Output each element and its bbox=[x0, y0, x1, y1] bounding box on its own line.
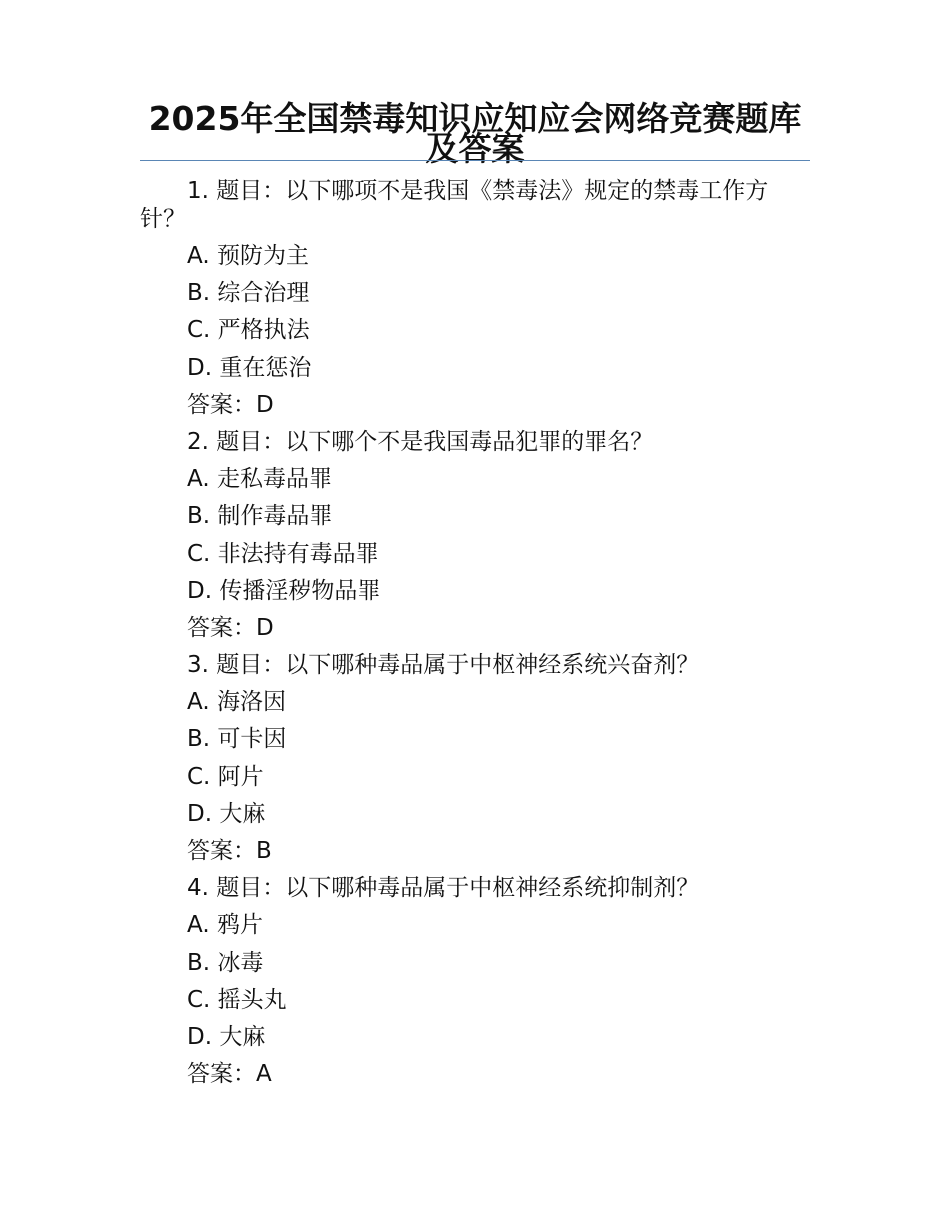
page-title: 2025年全国禁毒知识应知应会网络竞赛题库及答案 bbox=[148, 99, 802, 168]
question-list bbox=[140, 177, 812, 1093]
question-stem: 4. 题目：以下哪种毒品属于中枢神经系统抑制剂？ bbox=[187, 875, 700, 902]
question-answer: 答案：D bbox=[187, 614, 274, 641]
question-option: B. 可卡因 bbox=[187, 726, 287, 753]
question-option: D. 重在惩治 bbox=[187, 354, 312, 381]
question-option: C. 严格执法 bbox=[187, 317, 310, 344]
title-divider bbox=[140, 160, 810, 161]
question-stem: 3. 题目：以下哪种毒品属于中枢神经系统兴奋剂？ bbox=[187, 652, 700, 679]
question-answer: 答案：A bbox=[187, 1061, 272, 1088]
question-stem: 1. 题目：以下哪项不是我国《禁毒法》规定的禁毒工作方针？ bbox=[140, 178, 769, 232]
question-option: D. 传播淫秽物品罪 bbox=[187, 577, 381, 604]
question-stem: 2. 题目：以下哪个不是我国毒品犯罪的罪名？ bbox=[187, 428, 654, 455]
question-option: A. 预防为主 bbox=[187, 243, 309, 269]
question-option: A. 走私毒品罪 bbox=[187, 466, 332, 493]
question-option: C. 摇头丸 bbox=[187, 986, 287, 1013]
question-option: D. 大麻 bbox=[187, 800, 266, 827]
question-option: B. 综合治理 bbox=[187, 280, 310, 307]
question-option: D. 大麻 bbox=[187, 1023, 266, 1050]
question-option: B. 冰毒 bbox=[187, 949, 264, 976]
question-option: A. 海洛因 bbox=[187, 689, 286, 716]
question-option: A. 鸦片 bbox=[187, 912, 263, 939]
question-answer: 答案：D bbox=[187, 391, 274, 418]
question-option: B. 制作毒品罪 bbox=[187, 503, 333, 530]
question-answer: 答案：B bbox=[187, 838, 272, 864]
question-option: C. 非法持有毒品罪 bbox=[187, 540, 379, 567]
question-option: C. 阿片 bbox=[187, 763, 264, 790]
